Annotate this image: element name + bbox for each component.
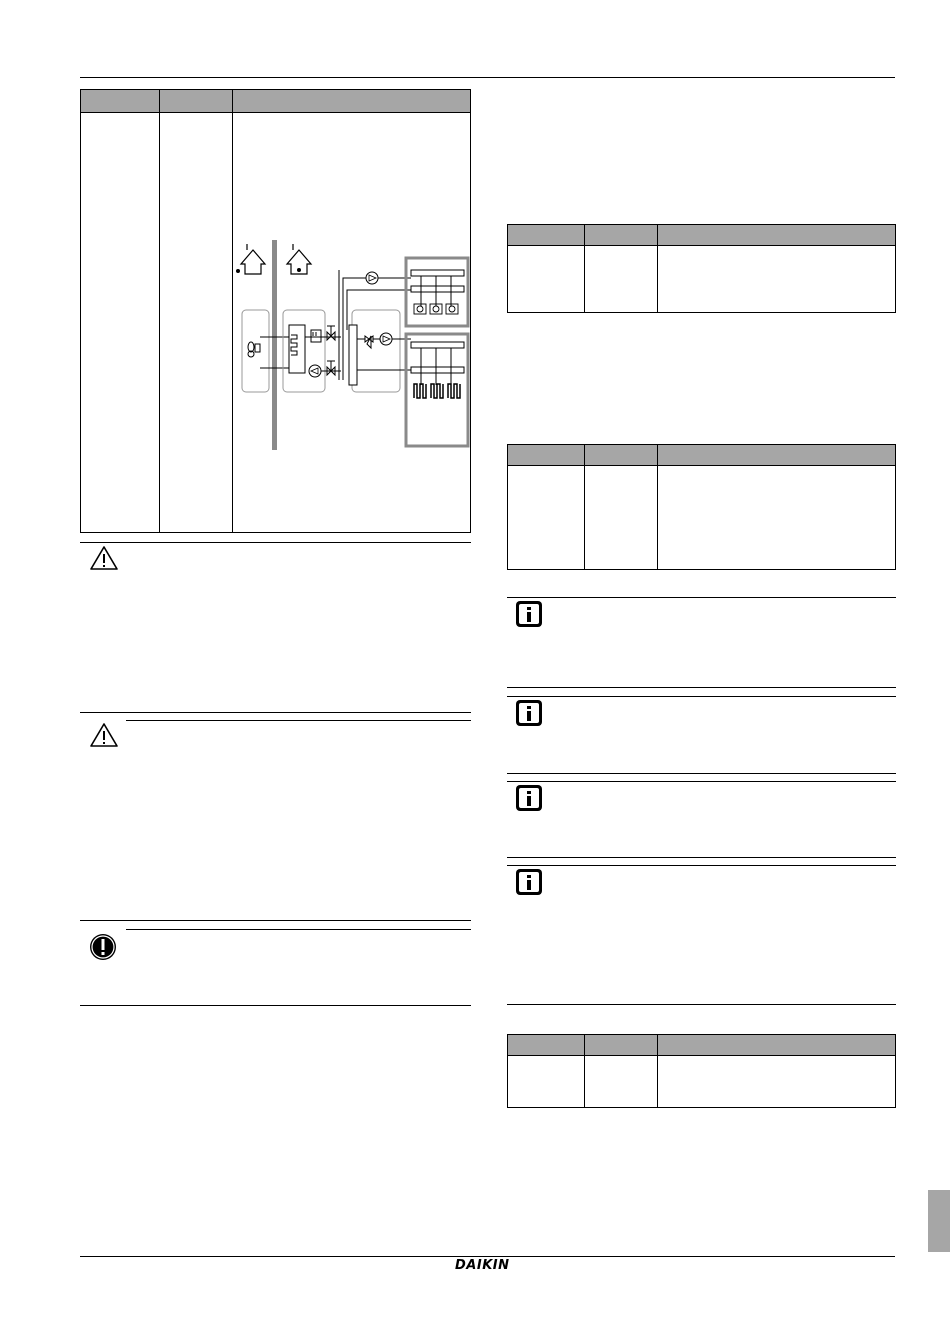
settings-table-3 <box>507 1034 896 1108</box>
brand-logo: DAIKIN <box>455 1258 510 1273</box>
outdoor-house-icon <box>241 244 265 274</box>
settings-table-2 <box>507 444 896 570</box>
note-top-rule <box>507 696 896 697</box>
system-layout-table <box>80 89 471 533</box>
note-top-rule <box>126 720 471 721</box>
mixing-valve-icon <box>365 336 373 348</box>
note-top-rule <box>80 542 471 543</box>
table-header-row <box>508 445 895 466</box>
table-header-row <box>81 90 470 113</box>
chapter-tab <box>928 1190 950 1252</box>
fan-icon <box>248 342 260 357</box>
mixing-station <box>352 310 400 392</box>
column-divider <box>657 445 658 569</box>
note-bottom-rule <box>80 1005 471 1006</box>
valve-icon <box>327 326 335 340</box>
warning-icon <box>89 722 119 748</box>
footer-rule <box>80 1256 895 1257</box>
column-divider <box>657 225 658 312</box>
heating-system-diagram <box>231 240 471 450</box>
valve-icon <box>327 361 335 375</box>
note-top-rule <box>80 712 471 713</box>
top-rule <box>80 77 895 78</box>
notice-icon <box>89 933 117 961</box>
note-top-rule <box>507 597 896 598</box>
column-divider <box>657 1035 658 1107</box>
column-divider <box>584 225 585 312</box>
buffer-vessel <box>349 325 357 385</box>
warning-icon <box>89 545 119 571</box>
note-top-rule <box>80 920 471 921</box>
note-bottom-rule <box>507 773 896 774</box>
table-header-row <box>508 1035 895 1056</box>
info-icon <box>515 699 543 727</box>
note-bottom-rule <box>507 857 896 858</box>
underfloor-loop-icon <box>414 384 460 398</box>
note-top-rule <box>126 929 471 930</box>
note-top-rule <box>507 781 896 782</box>
note-bottom-rule <box>507 1004 896 1005</box>
info-icon <box>515 868 543 896</box>
column-divider <box>584 445 585 569</box>
info-icon <box>515 784 543 812</box>
info-icon <box>515 600 543 628</box>
indoor-dot-icon <box>297 268 301 272</box>
wall <box>272 240 277 450</box>
column-divider <box>584 1035 585 1107</box>
note-bottom-rule <box>507 687 896 688</box>
column-divider <box>159 90 160 532</box>
settings-table-1 <box>507 224 896 313</box>
outdoor-dot-icon <box>236 269 240 273</box>
table-header-row <box>508 225 895 246</box>
note-top-rule <box>507 865 896 866</box>
